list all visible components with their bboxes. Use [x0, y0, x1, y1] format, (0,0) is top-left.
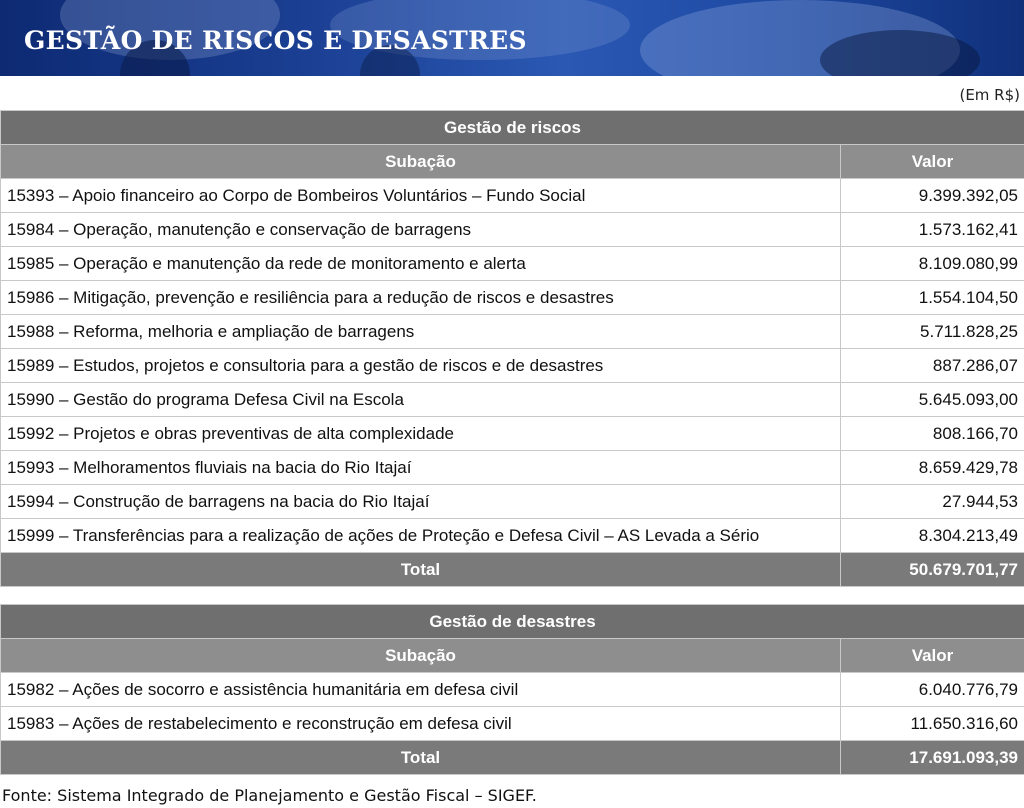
- valor-cell: 11.650.316,60: [841, 707, 1024, 741]
- total-label: Total: [1, 553, 841, 587]
- disaster-management-table: [0, 604, 1024, 775]
- table-row: [1, 315, 1024, 349]
- table-row: [1, 213, 1024, 247]
- table-title: Gestão de desastres: [1, 605, 1024, 639]
- risk-management-table: [0, 110, 1024, 587]
- column-header-subacao: Subação: [1, 639, 841, 673]
- unit-label: (Em R$): [959, 86, 1020, 104]
- valor-cell: 5.645.093,00: [841, 383, 1024, 417]
- total-label: Total: [1, 741, 841, 775]
- subacao-cell: 15993 – Melhoramentos fluviais na bacia do Rio Itajaí: [1, 451, 841, 485]
- total-value: 17.691.093,39: [841, 741, 1024, 775]
- table-row: [1, 179, 1024, 213]
- valor-cell: 8.304.213,49: [841, 519, 1024, 553]
- total-row: [1, 553, 1024, 587]
- source-note: Fonte: Sistema Integrado de Planejamento e Gestão Fiscal – SIGEF.: [2, 786, 537, 805]
- subacao-cell: 15989 – Estudos, projetos e consultoria para a gestão de riscos e de desastres: [1, 349, 841, 383]
- table-title: Gestão de riscos: [1, 111, 1024, 145]
- valor-cell: 1.573.162,41: [841, 213, 1024, 247]
- subacao-cell: 15988 – Reforma, melhoria e ampliação de barragens: [1, 315, 841, 349]
- subacao-cell: 15999 – Transferências para a realização de ações de Proteção e Defesa Civil – AS Levada a Sério: [1, 519, 841, 553]
- subacao-cell: 15393 – Apoio financeiro ao Corpo de Bombeiros Voluntários – Fundo Social: [1, 179, 841, 213]
- subacao-cell: 15983 – Ações de restabelecimento e reconstrução em defesa civil: [1, 707, 841, 741]
- valor-cell: 27.944,53: [841, 485, 1024, 519]
- table-row: [1, 451, 1024, 485]
- valor-cell: 8.659.429,78: [841, 451, 1024, 485]
- valor-cell: 5.711.828,25: [841, 315, 1024, 349]
- valor-cell: 8.109.080,99: [841, 247, 1024, 281]
- total-value: 50.679.701,77: [841, 553, 1024, 587]
- valor-cell: 808.166,70: [841, 417, 1024, 451]
- subacao-cell: 15992 – Projetos e obras preventivas de alta complexidade: [1, 417, 841, 451]
- column-header-valor: Valor: [841, 145, 1024, 179]
- valor-cell: 9.399.392,05: [841, 179, 1024, 213]
- table-row: [1, 417, 1024, 451]
- total-row: [1, 741, 1024, 775]
- column-header-subacao: Subação: [1, 145, 841, 179]
- valor-cell: 887.286,07: [841, 349, 1024, 383]
- table-row: [1, 519, 1024, 553]
- valor-cell: 6.040.776,79: [841, 673, 1024, 707]
- valor-cell: 1.554.104,50: [841, 281, 1024, 315]
- table-row: [1, 349, 1024, 383]
- column-header-valor: Valor: [841, 639, 1024, 673]
- subacao-cell: 15990 – Gestão do programa Defesa Civil na Escola: [1, 383, 841, 417]
- table-row: [1, 383, 1024, 417]
- subacao-cell: 15986 – Mitigação, prevenção e resiliência para a redução de riscos e desastres: [1, 281, 841, 315]
- table-row: [1, 281, 1024, 315]
- table-row: [1, 485, 1024, 519]
- table-row: [1, 673, 1024, 707]
- header-banner: [0, 0, 1024, 76]
- subacao-cell: 15994 – Construção de barragens na bacia do Rio Itajaí: [1, 485, 841, 519]
- page-title: GESTÃO DE RISCOS E DESASTRES: [24, 26, 527, 55]
- subacao-cell: 15985 – Operação e manutenção da rede de monitoramento e alerta: [1, 247, 841, 281]
- table-row: [1, 247, 1024, 281]
- subacao-cell: 15984 – Operação, manutenção e conservação de barragens: [1, 213, 841, 247]
- table-row: [1, 707, 1024, 741]
- subacao-cell: 15982 – Ações de socorro e assistência humanitária em defesa civil: [1, 673, 841, 707]
